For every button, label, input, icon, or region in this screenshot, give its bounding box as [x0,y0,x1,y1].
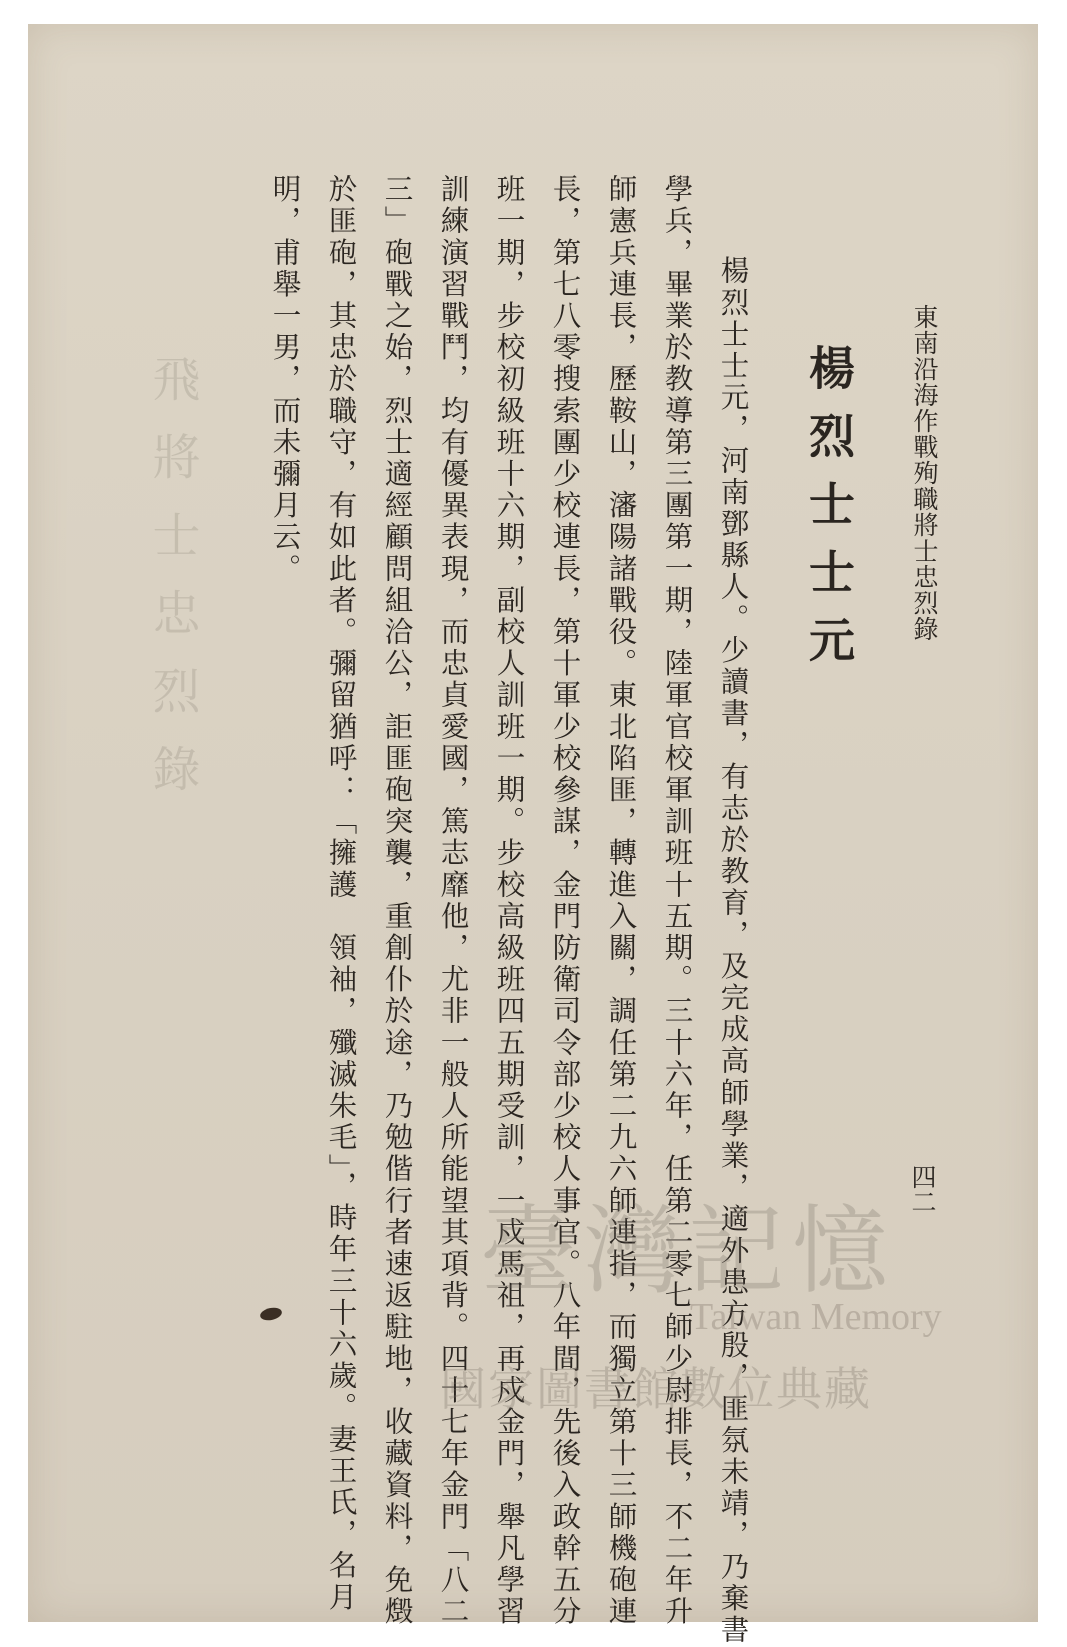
body-line-3: 師憲兵連長，歷鞍山，瀋陽諸戰役。東北陷匪，轉進入關，調任第二九六師連指，而獨立第十三師機砲連 [604,174,638,1628]
page-number: 四二 [908,1164,937,1214]
body-line-4: 長，第七八零搜索團少校連長，第十軍少校參謀，金門防衛司令部少校人事官。八年間，先後入政幹五分 [548,174,582,1628]
running-header: 東南沿海作戰殉職將士忠烈錄 [910,304,939,642]
watermark [440,1175,960,1435]
body-line-1: 楊烈士士元，河南鄧縣人。少讀書，有志於教育，及完成高師學業，適外患方殷，匪氛未靖，乃棄書 [716,224,750,1646]
body-line-6: 訓練演習戰鬥，均有優異表現，而忠貞愛國，篤志靡他，尤非一般人所能望其項背。四十七年金門「八二 [436,174,470,1628]
body-line-5: 班一期，步校初級班十六期，副校人訓班一期。步校高級班四五期受訓，一戍馬祖，再戍金門，舉凡學習 [492,174,526,1628]
body-line-7: 三」砲戰之始，烈士適經顧問組洽公，詎匪砲突襲，重創仆於途，乃勉偕行者速返駐地，收藏資料，免燬 [380,174,414,1628]
watermark-library: 國家圖書館數位典藏 [440,1362,872,1416]
bleed-through-text: 飛將士忠烈錄 [144,354,200,822]
body-line-8: 於匪砲，其忠於職守，有如此者。彌留猶呼：「擁護 領袖，殲滅朱毛」，時年三十六歲。妻王氏，名月 [324,174,358,1614]
watermark-english: Taiwan Memory [690,1296,942,1338]
body-line-9: 明，甫舉一男，而未彌月云。 [268,174,302,585]
ink-smudge [259,1306,283,1322]
watermark-cjk: 臺灣記憶 [480,1195,896,1307]
body-line-2: 學兵，畢業於教導第三團第一期，陸軍官校軍訓班十五期。三十六年，任第二零七師少尉排長，不二年升 [660,174,694,1628]
article-title: 楊烈士士元 [802,344,856,684]
